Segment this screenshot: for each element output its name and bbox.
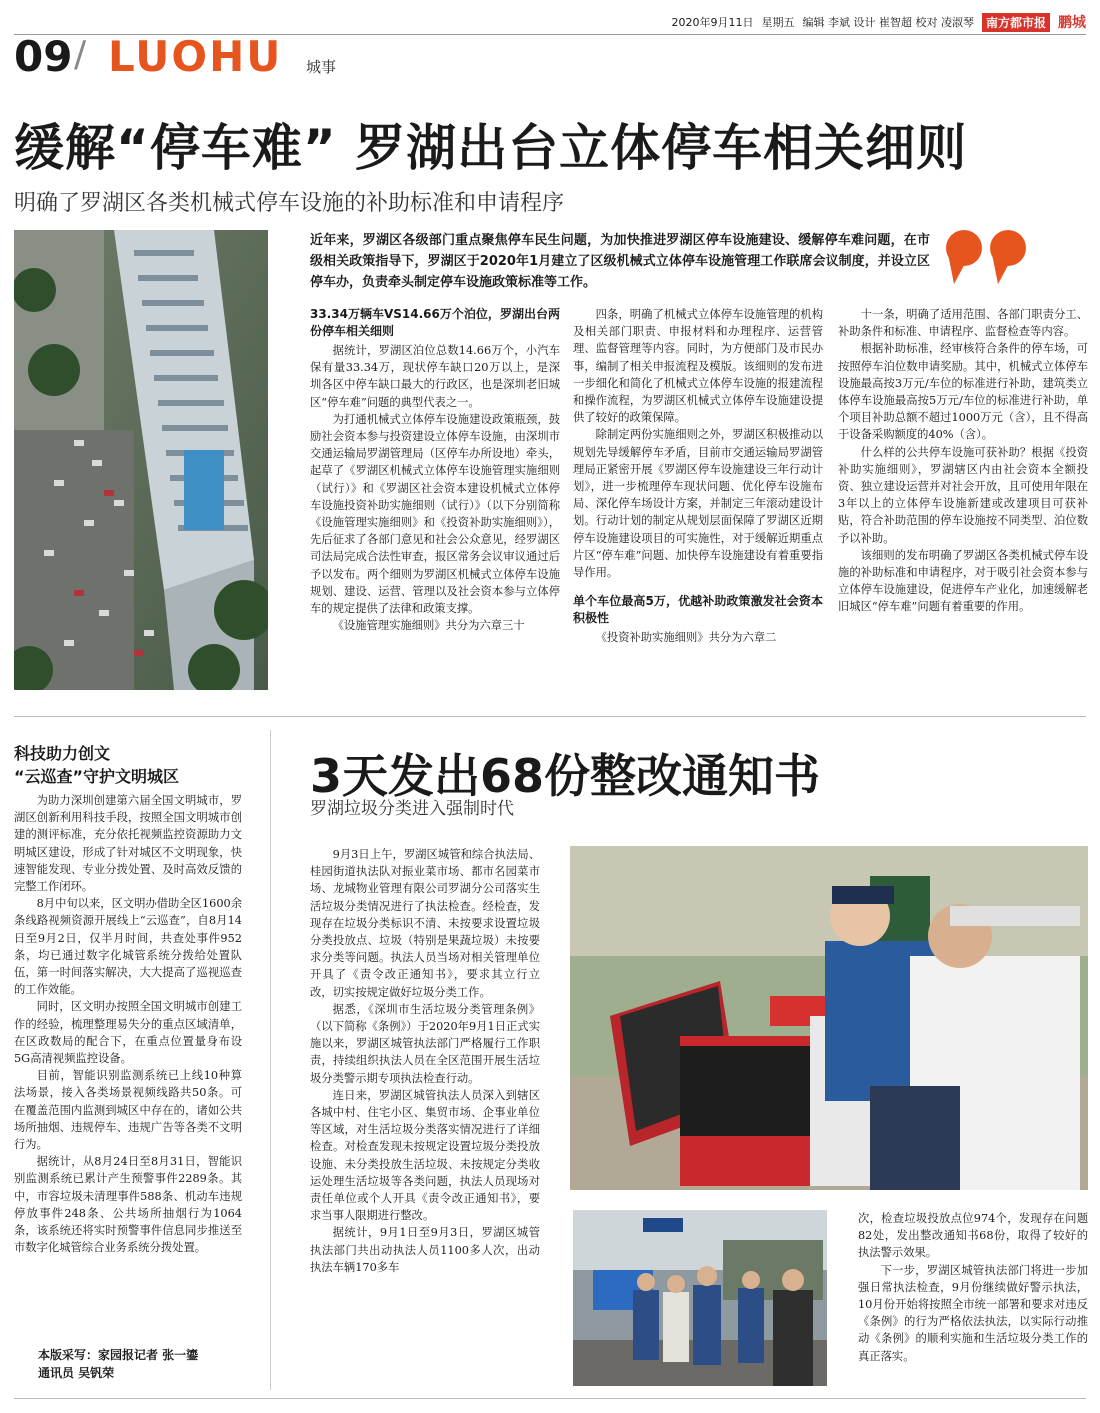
article1-column-2 [573,306,823,690]
issue-weekday: 星期五 [761,16,795,29]
sidebar-title [14,742,179,788]
masthead [672,10,1087,34]
paper-logo: 南方都市报 [982,13,1050,32]
paragraph: 据统计，从8月24日至8月31日，智能识别监测系统已累计产生预警事件2289条。其中，市容垃圾未清理事件588条、机动车违规停放事件248条、公共场所抽烟行为1064条，该系统还将实时预警事件信息同步推送至市数字化城管综合业务系统分拨处置。 [14,1155,242,1255]
sidebar-divider [270,730,271,1390]
page-number: 09 [14,32,73,81]
bottom-rule [14,1398,1086,1399]
paragraph: 四条，明确了机械式立体停车设施管理的机构及相关部门职责、申报材料和办理程序、运营管理、监督管理等内容。同时，为方便部门及市民办事，编制了相关申报流程及模版。该细则的发布进一步细化和简化了机械式立体停车设施的报建流程和操作流程，为罗湖区机械式立体停车设施建设提供了较好的政策保障。 [573,308,823,425]
section-slash: / [74,34,87,75]
article2-column-1 [310,846,540,1386]
article2-column-2 [858,1210,1088,1386]
aerial-city-parking-photo [14,230,268,690]
inspection-main-photo [570,846,1088,1190]
inspection-team-photo [573,1210,827,1386]
article2-subheadline: 罗湖垃圾分类进入强制时代 [310,799,514,819]
article1-column-3 [838,306,1088,690]
paragraph: 8月中旬以来，区文明办借助全区1600余条线路视频资源开展线上“云巡查”，自8月14日至9月2日，仅半月时间，共查处事件952条，均已通过数字化城管系统分拨给处置队伍，第一时间落实解决，大大提高了巡视巡查的工作效能。 [14,897,242,997]
sidebar-title-line2: “云巡查”守护文明城区 [14,767,180,786]
article1-heading-2: 单个车位最高5万，优越补助政策激发社会资本积极性 [573,594,823,626]
paragraph: 为助力深圳创建第六届全国文明城市，罗湖区创新利用科技手段，按照全国文明城市创建的测评标准，充分依托视频监控资源助力文明城区建设，形成了针对城区不文明现象，快速智能发现、专业分拨处置、及时高效反馈的完整工作闭环。 [14,794,242,894]
sidebar-title-line1: 科技助力创文 [14,744,111,763]
paragraph: 《投资补助实施细则》共分为六章二 [595,631,777,645]
paragraph: 连日来，罗湖区城管执法人员深入到辖区各城中村、住宅小区、集贸市场、企事业单位等区域，对生活垃圾分类落实情况进行了详细检查。对检查发现未按规定设置垃圾分类投放设施、未分类投放生活垃圾、未按规定分类收运处理生活垃圾等各类问题，执法人员现场对责任单位或个人开具《责令改正通知书》，要求当事人限期进行整改。 [310,1088,540,1223]
quote-mark-icon [938,226,1038,286]
paragraph: 据悉，《深圳市生活垃圾分类管理条例》（以下简称《条例》）于2020年9月1日正式实施以来，罗湖区城管执法部门严格履行工作职责，持续组织执法人员在全区范围开展生活垃圾分类警示期专项执法检查行动。 [310,1002,540,1085]
inspection-small-photo [573,1210,827,1386]
paragraph: 为打通机械式立体停车设施建设政策瓶颈，鼓励社会资本参与投资建设立体停车设施，由深圳市交通运输局罗湖管理局（区停车办所设地）牵头，起草了《罗湖区机械式立体停车设施管理实施细则（试行）》和《罗湖区社会资本建设机械式立体停车设施投资补助实施细则（试行）》（以下分别简称《设施管理实施细则》和《投资补助实施细则》），先后征求了各部门意见和社会公众意见，经罗湖区司法局完成合法性审查，报区常务会议审议通过后予以发布。两个细则为罗湖区机械式立体停车设施规划、建设、运营、管理以及社会资本参与立体停车的规定提供了法律和政策支撑。 [310,412,560,616]
paragraph: 该细则的发布明确了罗湖区各类机械式停车设施的补助标准和申请程序，对于吸引社会资本参与立体停车设施建设，促进停车产业化，加速缓解老旧城区“停车难”问题有着重要的作用。 [838,548,1088,614]
paragraph: 9月3日上午，罗湖区城管和综合执法局、桂园街道执法队对振业菜市场、都市名园菜市场、龙城物业管理有限公司罗湖分公司落实生活垃圾分类情况进行了执法检查。经检查，发现存在垃圾分类标识不清、未按要求设置垃圾分类投放点、垃圾（特别是果蔬垃圾）未按要求分类等问题。执法人员当场对相关管理单位开具了《责令改正通知书》，要求其立行立改，切实按规定做好垃圾分类工作。 [310,848,540,999]
edition-logo: 鹏城 [1058,15,1086,31]
inspection-bins-photo [570,846,1088,1190]
paragraph: 《设施管理实施细则》共分为六章三十 [332,619,525,633]
paragraph: 根据补助标准，经审核符合条件的停车场，可按照停车泊位数申请奖励。其中，机械式立体停车设施最高按3万元/车位的标准进行补助，建筑类立体停车设施最高按5万元/车位的标准进行补助，单个项目补助总额不超过1000万元（含），且不得高于设备采购额度的40%（含）。 [838,342,1088,442]
byline-reporter: 本版采写：家园报记者 张一鎏 [38,1348,199,1362]
paragraph: 什么样的公共停车设施可获补助？根据《投资补助实施细则》，罗湖辖区内由社会资本全额投资、独立建设运营并对社会开放，且可使用年限在3年以上的立体停车设施新建或改建项目可获补贴，符合补助范围的停车设施按不同类型、泊位数予以补助。 [838,445,1088,545]
paragraph: 除制定两份实施细则之外，罗湖区积极推动以规划先导缓解停车矛盾，目前市交通运输局罗湖管理局正紧密开展《罗湖区停车设施建设三年行动计划》，进一步梳理停车现状问题、优化停车设施布局、深化停车场设计方案，并制定三年滚动建设计划。行动计划的制定从规划层面保障了罗湖区近期停车设施建设项目的可实施性，对于缓解近期重点片区“停车难”问题、加快停车设施建设有着重要指导作用。 [573,428,823,580]
byline-correspondent: 通讯员 吴钒荣 [38,1366,115,1380]
section-name: LUOHU [108,32,283,81]
article1-column-1 [310,306,560,690]
issue-date: 2020年9月11日 [671,16,754,29]
article1-headline: 缓解“停车难” 罗湖出台立体停车相关细则 [14,119,968,177]
section-divider [14,716,1086,717]
byline [38,1346,198,1382]
paragraph: 据统计，9月1日至9月3日，罗湖区城管执法部门共出动执法人员1100多人次，出动执法车辆170多车 [310,1226,540,1274]
sidebar-body [14,792,242,1332]
aerial-photo [14,230,268,690]
section-label: 城事 [306,58,337,76]
paragraph: 次，检查垃圾投放点位974个，发现存在问题82处，发出整改通知书68份，取得了较好的执法警示效果。 [858,1212,1088,1260]
paragraph: 目前，智能识别监测系统已上线10种算法场景，接入各类场景视频线路共50条。可在覆盖范围内监测到城区中存在的，诸如公共场所抽烟、违规停车、违规广告等各类不文明行为。 [14,1069,242,1152]
article1-lead: 近年来，罗湖区各级部门重点聚焦停车民生问题，为加快推进罗湖区停车设施建设、缓解停车难问题，在市级相关政策指导下，罗湖区于2020年1月建立了区级机械式立体停车设施管理工作联席会议制度，并设立区停车办，负责牵头制定停车设施政策标准等工作。 [310,233,930,290]
paragraph: 同时，区文明办按照全国文明城市创建工作的经验，梳理整理易失分的重点区域清单，在区政数局的配合下，在重点位置量身布设5G高清视频监控设备。 [14,1000,242,1066]
article1-heading-1: 33.34万辆车VS14.66万个泊位，罗湖出台两份停车相关细则 [310,307,560,338]
paragraph: 下一步，罗湖区城管执法部门将进一步加强日常执法检查，9月份继续做好警示执法，10月份开始将按照全市统一部署和要求对违反《条例》的行为严格依法执法，以实际行动推动《条例》的顺利实施和生活垃圾分类工作的真正落实。 [858,1263,1088,1363]
paragraph: 据统计，罗湖区泊位总数14.66万个，小汽车保有量33.34万，现状停车缺口20万以上，是深圳各区中停车缺口最大的行政区，也是深圳老旧城区“停车难”问题的典型代表之一。 [310,344,560,409]
article1-subheadline: 明确了罗湖区各类机械式停车设施的补助标准和申请程序 [14,191,565,216]
paragraph: 十一条，明确了适用范围、各部门职责分工、补助条件和标准、申请程序、监督检查等内容。 [838,308,1088,339]
quote-mark [938,226,1038,286]
article2-headline: 3天发出68份整改通知书 [310,749,821,803]
page-credits: 编辑 李斌 设计 崔智超 校对 凌淑琴 [802,16,974,29]
